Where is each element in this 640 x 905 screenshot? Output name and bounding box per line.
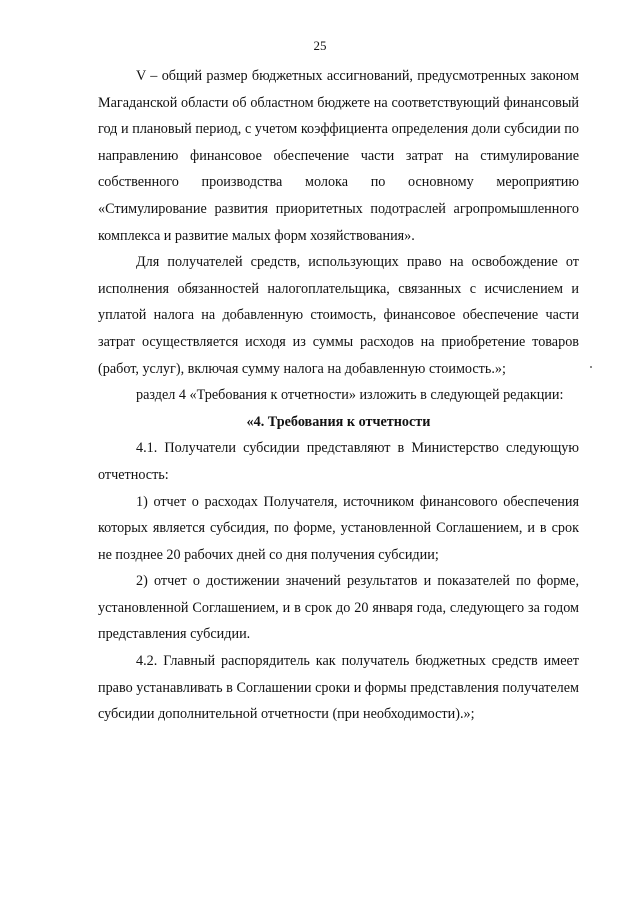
section-heading: «4. Требования к отчетности <box>246 413 431 430</box>
page-number: 25 <box>313 38 327 53</box>
scan-speck <box>590 366 592 368</box>
document-body <box>98 63 579 728</box>
paragraph-4-1-item-1: 1) отчет о расходах Получателя, источником финансового обеспечения которых является субсидия, по форме, установленной Соглашением, и в срок не позднее 20 рабочих дней со дня получения субсидии; <box>98 493 579 563</box>
paragraph-4-1: 4.1. Получатели субсидии представляют в Министерство следующую отчетность: <box>98 440 579 483</box>
paragraph-4-2: 4.2. Главный распорядитель как получатель бюджетных средств имеет право устанавливать в Соглашении сроки и формы представления получателем субсидии дополнительной отчетности (при необходимости).»; <box>98 653 579 723</box>
paragraph-v-definition: V – общий размер бюджетных ассигнований, предусмотренных законом Магаданской области об областном бюджете на соответствующий финансовый год и плановый период, с учетом коэффициента определения доли субсидии по направлению финансовое обеспечение части затрат на стимулирование собственного производства молока по основному мероприятию «Стимулирование развития приоритетных подотраслей агропромышленного комплекса и развитие малых форм хозяйствования». <box>98 68 579 244</box>
paragraph-vat-exemption: Для получателей средств, использующих право на освобождение от исполнения обязанностей налогоплательщика, связанных с исчислением и уплатой налога на добавленную стоимость, финансовое обеспечение части затрат осуществляется исходя из суммы расходов на приобретение товаров (работ, услуг), включая сумму налога на добавленную стоимость.»; <box>98 254 579 377</box>
paragraph-section-replacement: раздел 4 «Требования к отчетности» изложить в следующей редакции: <box>136 387 564 404</box>
paragraph-4-1-item-2: 2) отчет о достижении значений результатов и показателей по форме, установленной Соглашением, и в срок до 20 января года, следующего за годом представления субсидии. <box>98 573 579 643</box>
